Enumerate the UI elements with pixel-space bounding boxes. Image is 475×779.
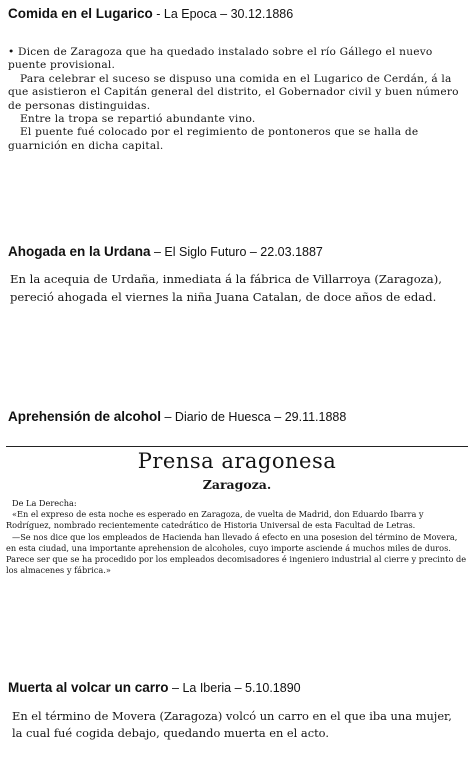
clipping-paragraph: Para celebrar el suceso se dispuso una comida en el Lugarico de Cerdán, á la que asistieron el Capitán general del distrito, el Gobernador civil y buen número de personas distinguidas.	[8, 72, 459, 112]
clipping-diario-de-huesca	[6, 446, 468, 576]
newspaper-headline: Prensa aragonesa	[137, 449, 337, 473]
caption-muerta	[8, 680, 301, 695]
caption-topic: Ahogada en la Urdana	[8, 244, 151, 259]
clipping-paragraph: El puente fué colocado por el regimiento de pontoneros que se halla de guarnición en dicha capital.	[8, 126, 419, 152]
clipping-paragraph: «En el expreso de esta noche es esperado en Zaragoza, de vuelta de Madrid, don Eduardo Ibarra y Rodríguez, nombrado recientemente catedrático de Historia Universal de esta Facultad de Letras.	[6, 509, 424, 531]
caption-aprehension	[8, 409, 346, 424]
clipping-paragraph: En la acequia de Urdaña, inmediata á la fábrica de Villarroya (Zaragoza), pereció ahogada el viernes la niña Juana Catalan, de doce años de edad.	[10, 272, 442, 304]
clipping-paragraph: • Dicen de Zaragoza que ha quedado instalado sobre el río Gállego el nuevo puente provisional.	[8, 46, 433, 72]
newspaper-subheadline: Zaragoza.	[202, 477, 272, 492]
caption-comida	[8, 6, 293, 21]
clipping-paragraph: De La Derecha:	[12, 498, 77, 508]
clipping-paragraph: —Se nos dice que los empleados de Hacienda han llevado á efecto en una posesion del término de Movera, en esta ciudad, una importante aprehension de alcoholes, cuyo importe asciende á muchos miles de duros. Parece ser que se ha procedido por los empleados decomisadores é ingeniero industrial al cierre y precinto de los almacenes y fábrica.»	[6, 531, 467, 576]
clipping-paragraph: En el término de Movera (Zaragoza) volcó un carro en el que iba una mujer, la cual fué cogida debajo, quedando muerta en el acto.	[12, 709, 452, 740]
clipping-la-epoca	[8, 46, 468, 153]
clipping-la-iberia	[12, 708, 462, 741]
caption-source: – La Iberia – 5.10.1890	[168, 681, 301, 695]
caption-topic: Aprehensión de alcohol	[8, 409, 162, 424]
clipping-el-siglo-futuro	[10, 270, 462, 306]
caption-topic: Muerta al volcar un carro	[8, 680, 169, 695]
caption-source: - La Epoca – 30.12.1886	[152, 7, 294, 21]
clipping-paragraph: Entre la tropa se repartió abundante vino.	[20, 113, 256, 126]
caption-source: – El Siglo Futuro – 22.03.1887	[150, 245, 323, 259]
caption-ahogada	[8, 244, 323, 259]
caption-topic: Comida en el Lugarico	[8, 6, 153, 21]
caption-source: – Diario de Huesca – 29.11.1888	[161, 410, 347, 424]
top-rule	[6, 446, 468, 447]
clipping-body	[6, 498, 468, 576]
